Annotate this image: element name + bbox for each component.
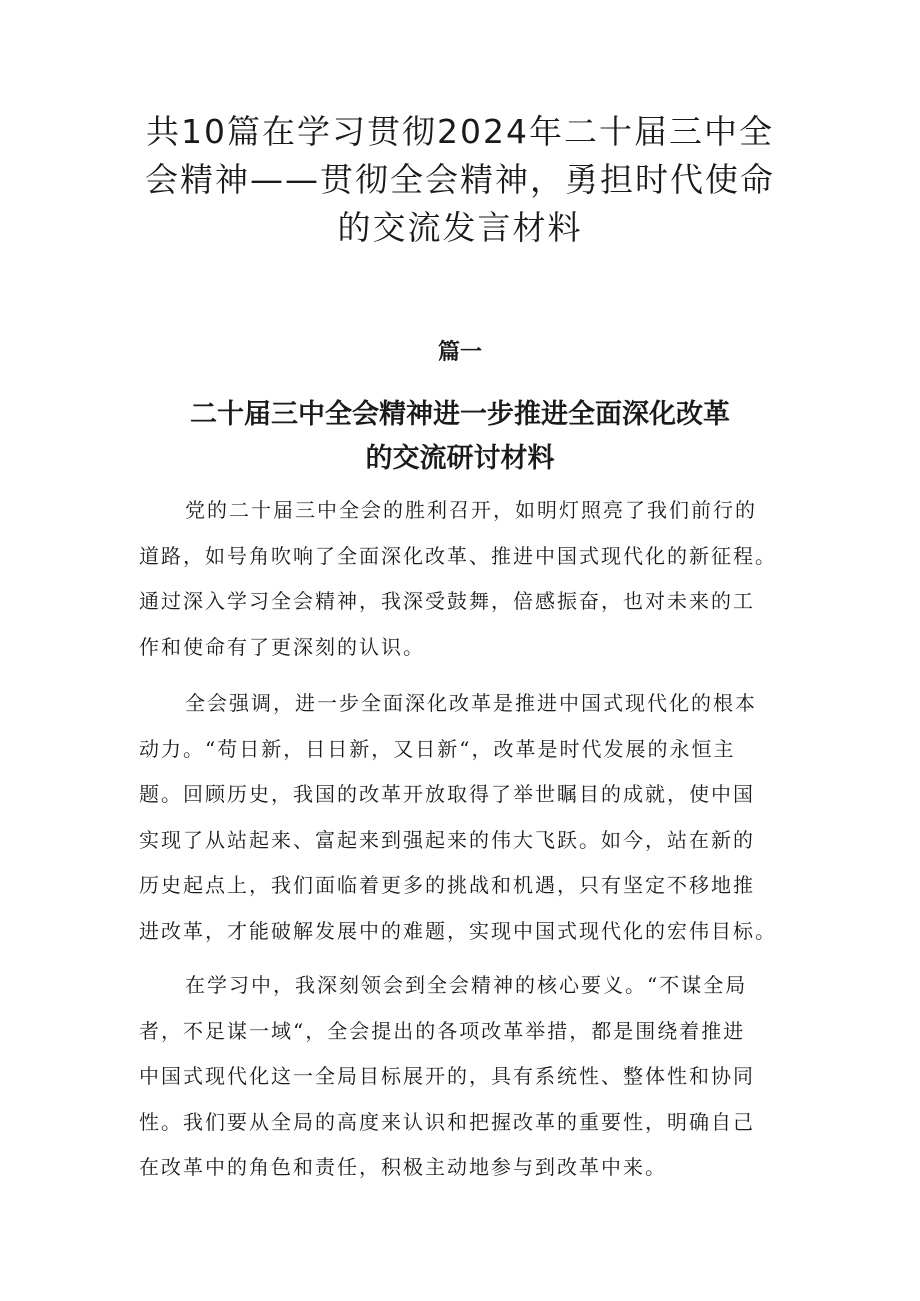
paragraph-line: 道路，如号角吹响了全面深化改革、推进中国式现代化的新征程。	[139, 543, 777, 568]
paragraph-line: 在学习中，我深刻领会到全会精神的核心要义。“不谋全局	[185, 973, 748, 997]
paragraph-line: 题。回顾历史，我国的改革开放取得了举世瞩目的成就，使中国	[139, 782, 755, 806]
section-title-line: 二十届三中全会精神进一步推进全面深化改革	[190, 399, 730, 430]
paragraph-line: 动力。“苟日新，日日新，又日新“，改革是时代发展的永恒主	[139, 736, 736, 761]
section-title-line: 的交流研讨材料	[365, 443, 555, 474]
paragraph-line: 性。我们要从全局的高度来认识和把握改革的重要性，明确自己	[139, 1109, 755, 1134]
paragraph-line: 在改革中的角色和责任，积极主动地参与到改革中来。	[139, 1155, 667, 1179]
paragraph-line: 作和使命有了更深刻的认识。	[139, 634, 425, 659]
paragraph-line: 中国式现代化这一全局目标展开的，具有系统性、整体性和协同	[139, 1064, 755, 1088]
document-title-line: 的交流发言材料	[337, 208, 583, 247]
section-title	[140, 393, 780, 481]
paragraph-line: 进改革，才能破解发展中的难题，实现中国式现代化的宏伟目标。	[139, 918, 777, 943]
document-title-line: 会精神——贯彻全会精神，勇担时代使命	[145, 160, 775, 199]
paragraph-line: 全会强调，进一步全面深化改革是推进中国式现代化的根本	[185, 691, 757, 715]
document-title	[140, 108, 780, 252]
body-paragraph	[139, 681, 791, 954]
paragraph-line: 实现了从站起来、富起来到强起来的伟大飞跃。如今，站在新的	[139, 827, 755, 852]
body-paragraph	[139, 488, 791, 670]
paragraph-line: 者，不足谋一域“，全会提出的各项改革举措，都是围绕着推进	[139, 1018, 746, 1043]
paragraph-line: 通过深入学习全会精神，我深受鼓舞，倍感振奋，也对未来的工	[139, 589, 755, 613]
paragraph-line: 党的二十届三中全会的胜利召开，如明灯照亮了我们前行的	[185, 498, 757, 522]
body-paragraph	[139, 963, 791, 1191]
paragraph-line: 历史起点上，我们面临着更多的挑战和机遇，只有坚定不移地推	[139, 873, 755, 897]
section-label: 篇一	[437, 340, 482, 365]
document-title-line: 共10篇在学习贯彻2024年二十届三中全	[146, 112, 774, 151]
